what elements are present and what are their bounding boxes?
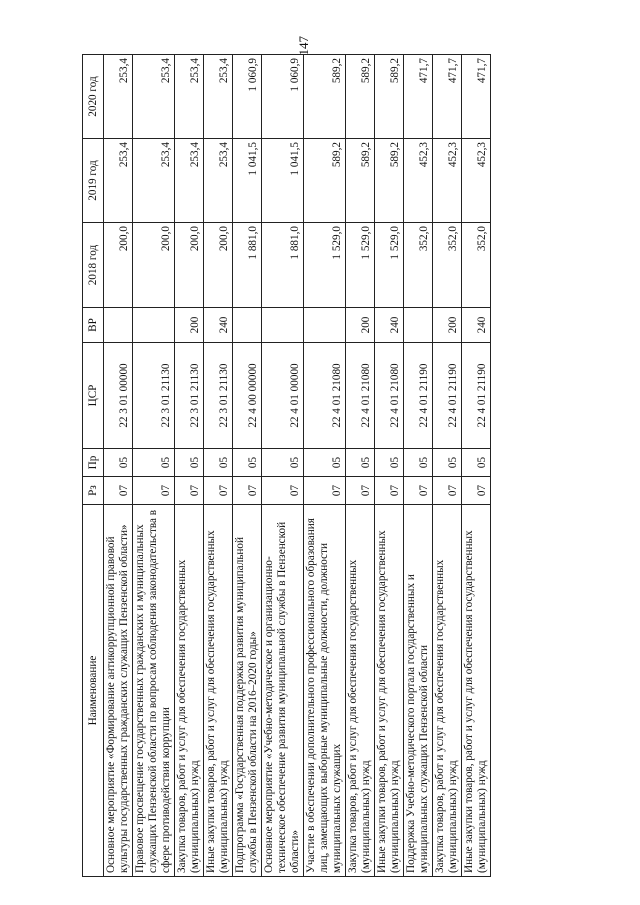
row-value-2020: 589,2 bbox=[375, 55, 404, 139]
row-rz: 07 bbox=[346, 477, 375, 505]
table-row bbox=[404, 55, 433, 877]
row-pr: 05 bbox=[104, 449, 133, 477]
row-vr: 200 bbox=[175, 308, 204, 343]
row-csr: 22 3 01 21130 bbox=[204, 343, 233, 449]
header-vr: ВР bbox=[83, 308, 104, 343]
row-vr: 240 bbox=[462, 308, 491, 343]
row-rz: 07 bbox=[133, 477, 175, 505]
row-pr: 05 bbox=[133, 449, 175, 477]
row-value-2018: 1 881,0 bbox=[233, 223, 262, 308]
row-vr bbox=[262, 308, 304, 343]
row-name: Иные закупки товаров, работ и услуг для обеспечения государственных (муниципальных) нужд bbox=[375, 505, 404, 877]
row-value-2020: 1 060,9 bbox=[233, 55, 262, 139]
row-rz: 07 bbox=[262, 477, 304, 505]
row-csr: 22 4 01 21080 bbox=[346, 343, 375, 449]
table-row bbox=[433, 55, 462, 877]
row-pr: 05 bbox=[304, 449, 346, 477]
row-vr bbox=[233, 308, 262, 343]
row-csr: 22 4 01 21190 bbox=[462, 343, 491, 449]
row-csr: 22 3 01 21130 bbox=[133, 343, 175, 449]
row-value-2019: 589,2 bbox=[346, 139, 375, 223]
row-value-2020: 589,2 bbox=[304, 55, 346, 139]
row-value-2019: 589,2 bbox=[375, 139, 404, 223]
row-vr: 200 bbox=[346, 308, 375, 343]
header-rz: Рз bbox=[83, 477, 104, 505]
header-csr: ЦСР bbox=[83, 343, 104, 449]
row-value-2019: 253,4 bbox=[133, 139, 175, 223]
table-row bbox=[346, 55, 375, 877]
row-value-2020: 253,4 bbox=[133, 55, 175, 139]
row-value-2019: 1 041,5 bbox=[233, 139, 262, 223]
row-value-2020: 471,7 bbox=[462, 55, 491, 139]
row-csr: 22 3 01 00000 bbox=[104, 343, 133, 449]
row-rz: 07 bbox=[204, 477, 233, 505]
row-value-2019: 452,3 bbox=[462, 139, 491, 223]
row-value-2020: 589,2 bbox=[346, 55, 375, 139]
row-vr: 240 bbox=[204, 308, 233, 343]
row-name: Основное мероприятие «Учебно-методическое и организационно-техническое обеспечение развития муниципальной службы в Пензенской области» bbox=[262, 505, 304, 877]
row-csr: 22 4 01 21080 bbox=[304, 343, 346, 449]
row-value-2020: 1 060,9 bbox=[262, 55, 304, 139]
row-value-2018: 200,0 bbox=[204, 223, 233, 308]
row-vr bbox=[104, 308, 133, 343]
row-pr: 05 bbox=[233, 449, 262, 477]
row-name: Поддержка Учебно-методического портала государственных и муниципальных служащих Пензенской области bbox=[404, 505, 433, 877]
row-name: Иные закупки товаров, работ и услуг для обеспечения государственных (муниципальных) нужд bbox=[462, 505, 491, 877]
row-vr bbox=[304, 308, 346, 343]
row-name: Закупка товаров, работ и услуг для обеспечения государственных (муниципальных) нужд bbox=[175, 505, 204, 877]
header-2018: 2018 год bbox=[83, 223, 104, 308]
table-row bbox=[304, 55, 346, 877]
row-pr: 05 bbox=[433, 449, 462, 477]
row-value-2019: 589,2 bbox=[304, 139, 346, 223]
table-row bbox=[104, 55, 133, 877]
row-value-2020: 471,7 bbox=[404, 55, 433, 139]
row-value-2020: 253,4 bbox=[204, 55, 233, 139]
row-name: Закупка товаров, работ и услуг для обеспечения государственных (муниципальных) нужд bbox=[346, 505, 375, 877]
row-pr: 05 bbox=[404, 449, 433, 477]
row-value-2018: 352,0 bbox=[433, 223, 462, 308]
row-value-2019: 452,3 bbox=[404, 139, 433, 223]
table-row bbox=[375, 55, 404, 877]
row-value-2018: 200,0 bbox=[104, 223, 133, 308]
table-row bbox=[133, 55, 175, 877]
row-csr: 22 4 01 00000 bbox=[262, 343, 304, 449]
row-pr: 05 bbox=[346, 449, 375, 477]
table-row bbox=[462, 55, 491, 877]
row-pr: 05 bbox=[204, 449, 233, 477]
row-value-2019: 1 041,5 bbox=[262, 139, 304, 223]
row-value-2020: 471,7 bbox=[433, 55, 462, 139]
row-rz: 07 bbox=[304, 477, 346, 505]
row-rz: 07 bbox=[233, 477, 262, 505]
table-row bbox=[204, 55, 233, 877]
budget-table-container bbox=[82, 55, 552, 877]
row-value-2018: 1 529,0 bbox=[346, 223, 375, 308]
row-vr: 200 bbox=[433, 308, 462, 343]
table-row bbox=[233, 55, 262, 877]
row-pr: 05 bbox=[262, 449, 304, 477]
row-value-2018: 352,0 bbox=[404, 223, 433, 308]
row-vr: 240 bbox=[375, 308, 404, 343]
page-number: 147 bbox=[296, 36, 311, 56]
row-csr: 22 4 01 21190 bbox=[433, 343, 462, 449]
row-rz: 07 bbox=[404, 477, 433, 505]
table-body bbox=[104, 55, 491, 877]
row-pr: 05 bbox=[462, 449, 491, 477]
row-value-2019: 253,4 bbox=[104, 139, 133, 223]
row-name: Иные закупки товаров, работ и услуг для обеспечения государственных (муниципальных) нужд bbox=[204, 505, 233, 877]
row-value-2019: 253,4 bbox=[204, 139, 233, 223]
table-row bbox=[262, 55, 304, 877]
table-row bbox=[175, 55, 204, 877]
header-2020: 2020 год bbox=[83, 55, 104, 139]
row-csr: 22 4 01 21190 bbox=[404, 343, 433, 449]
row-rz: 07 bbox=[462, 477, 491, 505]
row-value-2020: 253,4 bbox=[175, 55, 204, 139]
row-rz: 07 bbox=[175, 477, 204, 505]
row-pr: 05 bbox=[175, 449, 204, 477]
row-name: Участие в обеспечении дополнительного профессионального образования лиц, замещающих выборные муниципальные должности, должности муниципальных служащих bbox=[304, 505, 346, 877]
row-name: Правовое просвещение государственных гражданских и муниципальных служащих Пензенской области по вопросам соблюдения законодательства в сфере противодействия коррупции bbox=[133, 505, 175, 877]
header-name: Наименование bbox=[83, 505, 104, 877]
row-value-2019: 452,3 bbox=[433, 139, 462, 223]
row-value-2018: 1 529,0 bbox=[375, 223, 404, 308]
row-pr: 05 bbox=[375, 449, 404, 477]
row-csr: 22 4 00 00000 bbox=[233, 343, 262, 449]
row-vr bbox=[404, 308, 433, 343]
row-csr: 22 4 01 21080 bbox=[375, 343, 404, 449]
row-rz: 07 bbox=[104, 477, 133, 505]
row-rz: 07 bbox=[433, 477, 462, 505]
row-value-2019: 253,4 bbox=[175, 139, 204, 223]
table-header-row bbox=[83, 55, 104, 877]
row-vr bbox=[133, 308, 175, 343]
header-2019: 2019 год bbox=[83, 139, 104, 223]
row-value-2018: 200,0 bbox=[133, 223, 175, 308]
budget-table bbox=[82, 54, 491, 877]
row-csr: 22 3 01 21130 bbox=[175, 343, 204, 449]
row-value-2018: 1 881,0 bbox=[262, 223, 304, 308]
row-value-2020: 253,4 bbox=[104, 55, 133, 139]
row-name: Подпрограмма «Государственная поддержка развития муниципальной службы в Пензенской области на 2016–2020 годы» bbox=[233, 505, 262, 877]
header-pr: Пр bbox=[83, 449, 104, 477]
row-value-2018: 1 529,0 bbox=[304, 223, 346, 308]
row-name: Закупка товаров, работ и услуг для обеспечения государственных (муниципальных) нужд bbox=[433, 505, 462, 877]
row-value-2018: 352,0 bbox=[462, 223, 491, 308]
row-name: Основное мероприятие «Формирование антикоррупционной правовой культуры государственных гражданских служащих Пензенской области» bbox=[104, 505, 133, 877]
row-rz: 07 bbox=[375, 477, 404, 505]
row-value-2018: 200,0 bbox=[175, 223, 204, 308]
